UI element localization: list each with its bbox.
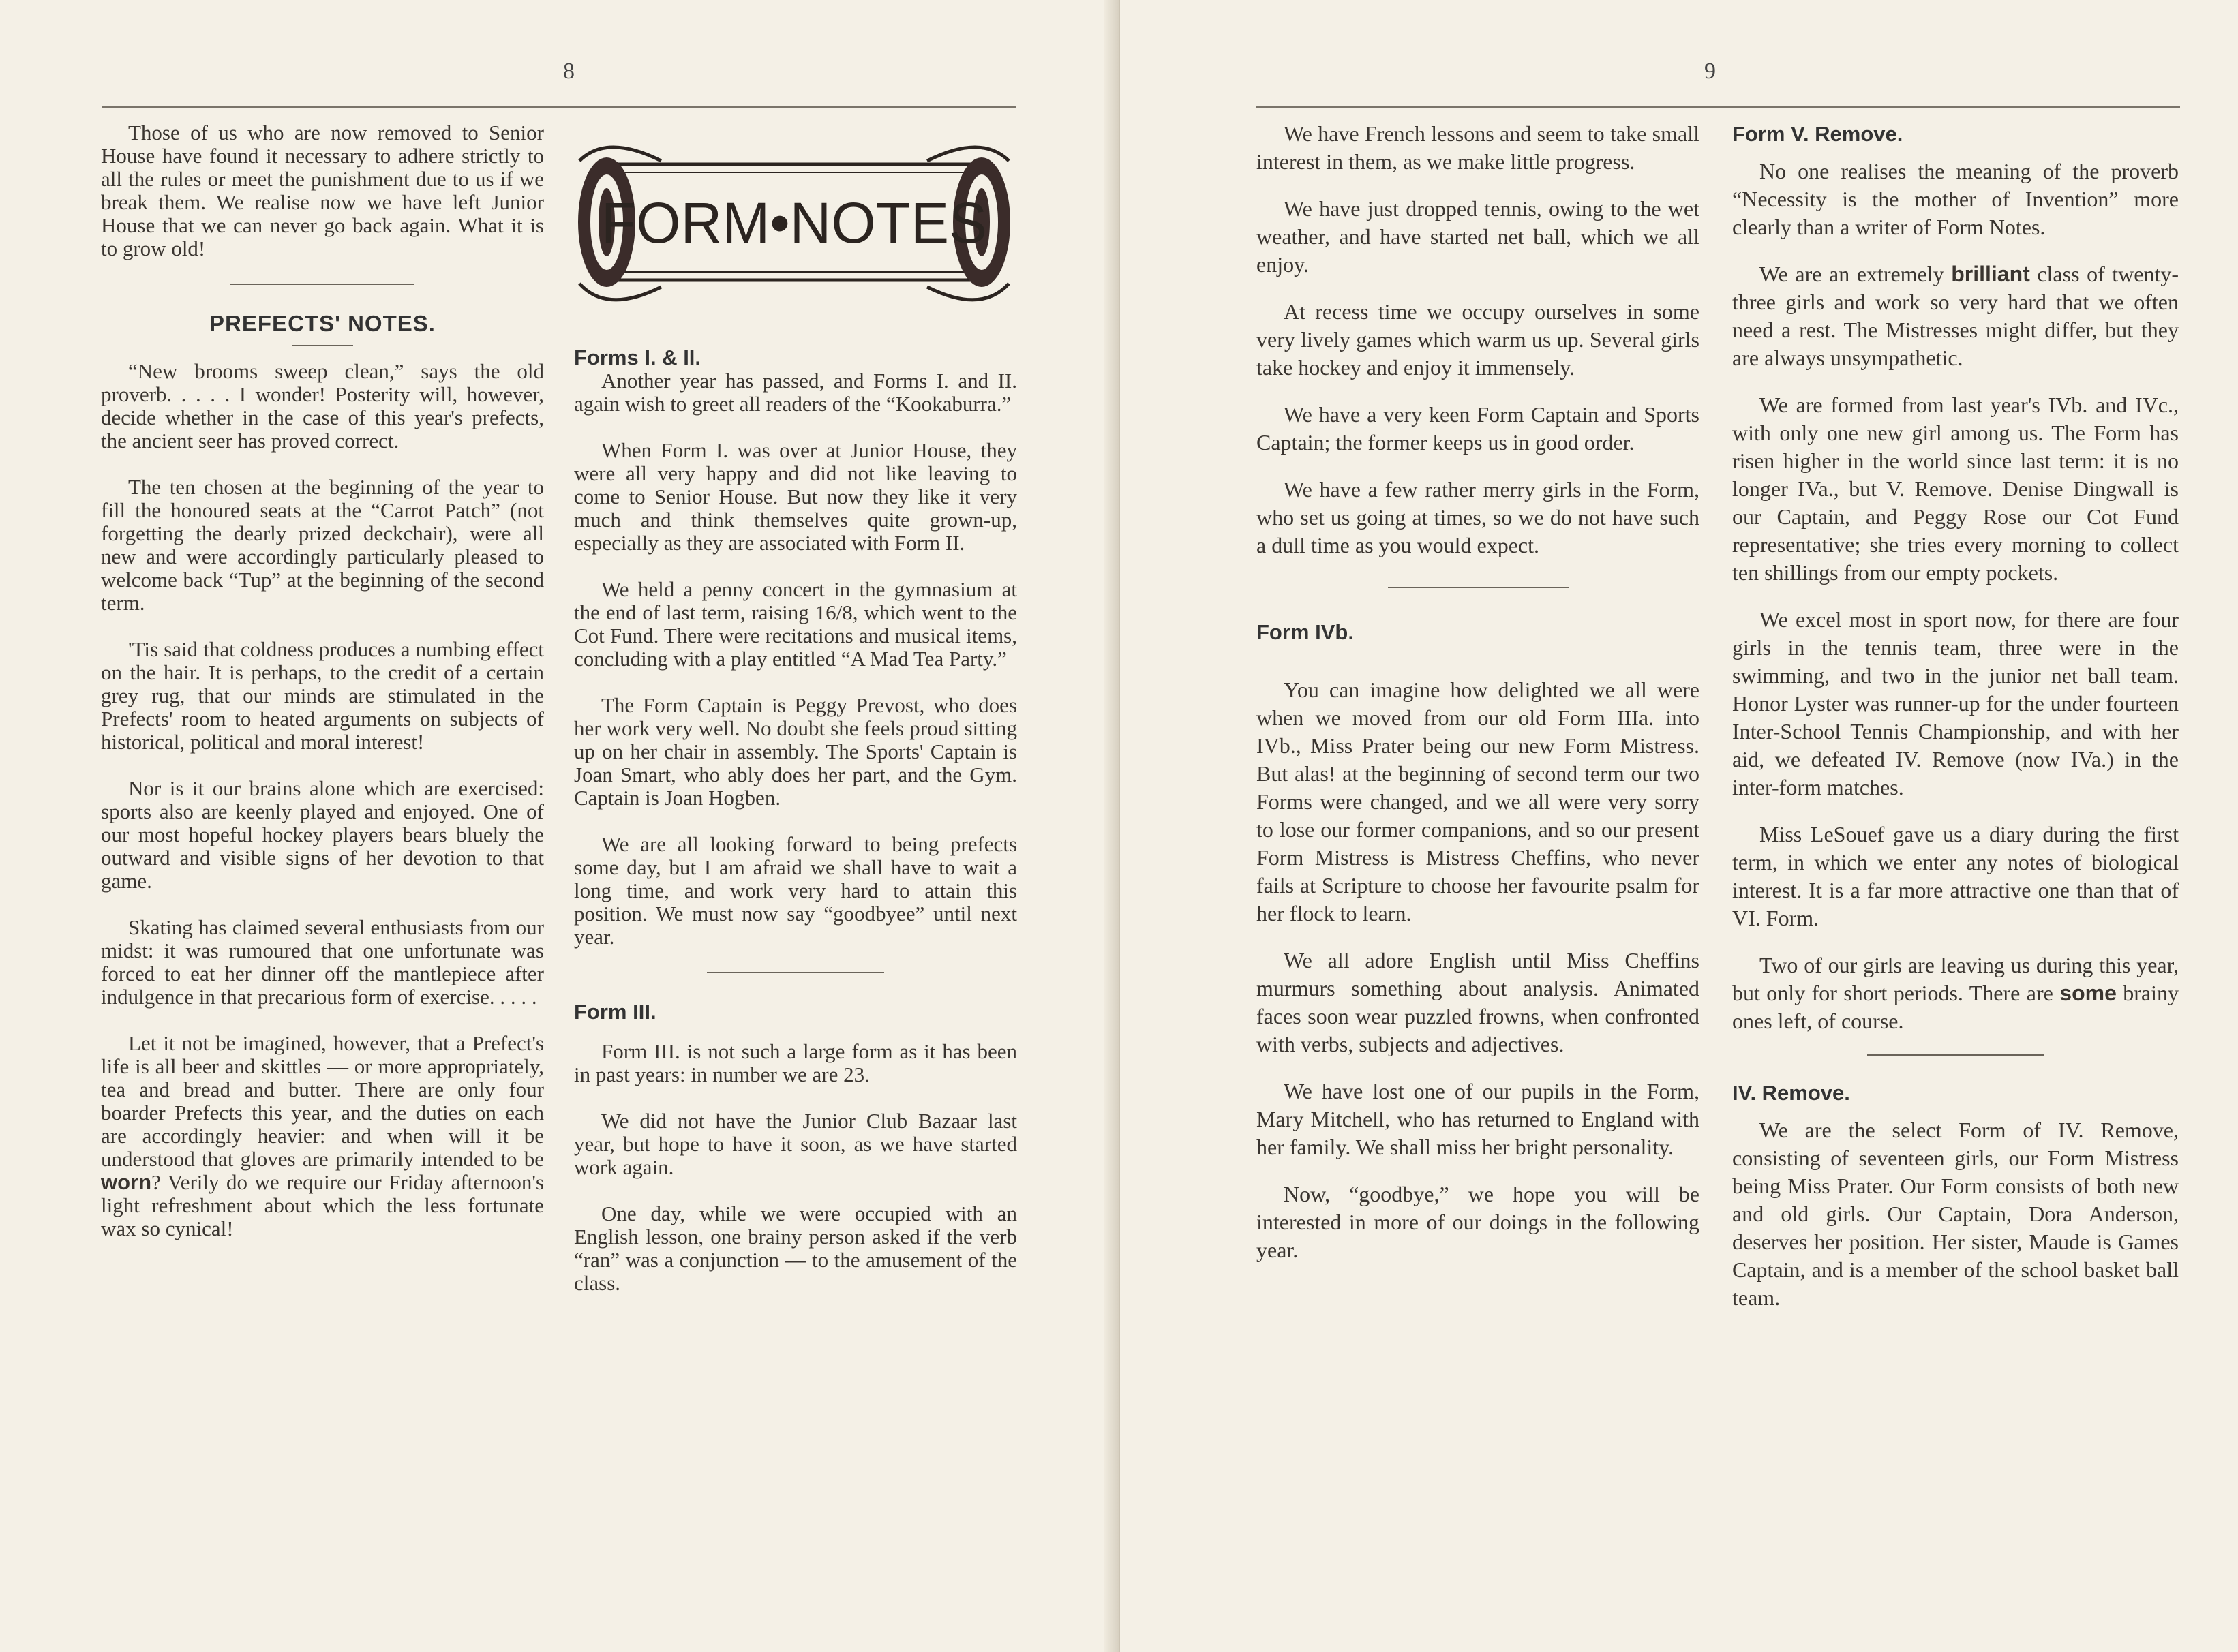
paragraph: Another year has passed, and Forms I. and II. again wish to greet all readers of the “Kookaburra.” [574,369,1017,416]
intro-paragraph: Those of us who are now removed to Senior House have found it necessary to adhere strictly to all the rules or meet the punishment due to us if we break them. We realise now we have left Junior House that we can never go back again. What it is to grow old! [101,121,544,260]
form-notes-banner [566,134,1023,318]
paragraph: You can imagine how delighted we all were when we moved from our old Form IIIa. into IVb., Miss Prater being our new Form Mistress. But alas! at the beginning of second term our two Forms were changed, and we all were very sorry to lose our former companions, and so our present Form Mistress is Mistress Cheffins, who never fails at Scripture to choose her favourite psalm for her flock to learn. [1256,677,1699,926]
paragraph: We all adore English until Miss Cheffins murmurs something about analysis. Animated faces soon wear puzzled frowns, when confronted with verbs, subjects and adjectives. [1256,948,1699,1056]
form-v-remove-heading: Form V. Remove. [1732,122,1903,146]
forms-1-2-heading: Forms I. & II. [574,346,701,369]
left-page [0,0,1118,1652]
paragraph: No one realises the meaning of the proverb “Necessity is the mother of Invention” more clearly than a writer of Form Notes. [1732,159,2179,239]
paragraph: We have just dropped tennis, owing to the wet weather, and have started net ball, which we all enjoy. [1256,196,1699,277]
paragraph: The Form Captain is Peggy Prevost, who does her work very well. No doubt she feels proud sitting up on her chair in assembly. The Sports' Captain is Joan Smart, who ably does her part, and the Gym. Captain is Joan Hogben. [574,693,1017,810]
paragraph: We are formed from last year's IVb. and IVc., with only one new girl among us. The Form has risen higher in the world since last term: it is no longer IVa., but V. Remove. Denise Dingwall is our Captain, and Peggy Rose our Cot Fund representative; she tries every morning to collect ten shillings from our empty pockets. [1732,393,2179,585]
paragraph: “New brooms sweep clean,” says the old proverb. . . . . I wonder! Posterity will, however, decide whether in the case of this year's prefects, the ancient seer has proved correct. [101,359,544,453]
paragraph: Two of our girls are leaving us during this year, but only for short periods. There are some brainy ones left, of course. [1732,953,2179,1033]
paragraph: We are an extremely brilliant class of twenty-three girls and work so very hard that we often need a rest. The Mistresses might differ, but they are always unsympathetic. [1732,262,2179,370]
paragraph: 'Tis said that coldness produces a numbing effect on the hair. It is perhaps, to the credit of a certain grey rug, that our minds are stimulated in the Prefects' room to heated arguments on subjects of historical, political and moral interest! [101,637,544,754]
paragraph: We are the select Form of IV. Remove, consisting of seventeen girls, our Form Mistress being Miss Prater. Our Form consists of both new and old girls. Our Captain, Dora Anderson, deserves her position. Her sister, Maude is Games Captain, and is a member of the school basket ball team. [1732,1118,2179,1310]
top-rule [102,106,1016,108]
iv-remove-heading: IV. Remove. [1732,1081,1850,1105]
banner-title: FORM•NOTES [601,191,988,255]
section-separator [707,972,884,973]
paragraph: Now, “goodbye,” we hope you will be interested in more of our doings in the following year. [1256,1182,1699,1262]
right-page [1120,0,2238,1652]
emphasis: some [2059,981,2117,1005]
emphasis: brilliant [1951,262,2030,286]
paragraph: We have a few rather merry girls in the Form, who set us going at times, so we do not have such a dull time as you would expect. [1256,477,1699,557]
right-column-1 [1256,120,1699,1283]
paragraph: Form III. is not such a large form as it has been in past years: in number we are 23. [574,1039,1017,1086]
paragraph: When Form I. was over at Junior House, they were all very happy and did not like leaving to come to Senior House. But now they like it very much and think themselves quite grown-up, especially as they are associated with Form II. [574,438,1017,555]
paragraph: One day, while we were occupied with an English lesson, one brainy person asked if the verb “ran” was a conjunction — to the amusement of the class. [574,1202,1017,1295]
paragraph: Skating has claimed several enthusiasts from our midst: it was rumoured that one unfortunate was forced to eat her dinner off the mantlepiece after indulgence in that precarious form of exercise. . . . . [101,915,544,1009]
section-separator [1388,587,1569,588]
paragraph: At recess time we occupy ourselves in some very lively games which warm us up. Several girls take hockey and enjoy it immensely. [1256,299,1699,380]
form-3-heading: Form III. [574,1000,656,1024]
left-column-1 [101,121,544,1264]
paragraph: We have French lessons and seem to take small interest in them, as we make little progress. [1256,121,1699,174]
top-rule [1256,106,2180,108]
paragraph: Let it not be imagined, however, that a Prefect's life is all beer and skittles — or more appropriately, tea and bread and butter. There are only four boarder Prefects this year, and the duties on each are accordingly heavier: and when will it be understood that gloves are primarily intended to be worn? Verily do we require our Friday afternoon's light refreshment about which the less fortunate wax so cynical! [101,1031,544,1240]
paragraph: Nor is it our brains alone which are exercised: sports also are keenly played and enjoyed. One of our most hopeful hockey players bears bluely the outward and visible signs of her devotion to that game. [101,776,544,893]
paragraph: We held a penny concert in the gymnasium at the end of last term, raising 16/8, which went to the Cot Fund. There were recitations and musical items, concluding with a play entitled “A Mad Tea Party.” [574,577,1017,671]
page-number: 9 [1704,59,1716,84]
paragraph: We excel most in sport now, for there are four girls in the tennis team, three were in the swimming, and two in the junior net ball team. Honor Lyster was runner-up for the under fourteen Inter-School Tennis Championship, and with her aid, we defeated IV. Remove (now IVa.) in the inter-form matches. [1732,607,2179,799]
section-separator [1867,1054,2044,1056]
paragraph: We are all looking forward to being prefects some day, but I am afraid we shall have to wait a long time, and work very hard to attain this position. We must now say “goodbyee” until next year. [574,832,1017,949]
heading-rule [292,345,353,346]
prefects-notes-heading: PREFECTS' NOTES. [209,311,436,336]
paragraph: We have a very keen Form Captain and Sports Captain; the former keeps us in good order. [1256,402,1699,455]
paragraph: Miss LeSouef gave us a diary during the first term, in which we enter any notes of biological interest. It is a far more attractive one than that of VI. Form. [1732,822,2179,930]
page-number: 8 [563,59,575,84]
paragraph: We did not have the Junior Club Bazaar last year, but hope to have it soon, as we have started work again. [574,1109,1017,1179]
section-separator [230,284,414,285]
form-ivb-heading: Form IVb. [1256,620,1354,644]
paragraph: We have lost one of our pupils in the Form, Mary Mitchell, who has returned to England with her family. We shall miss her bright personality. [1256,1079,1699,1159]
emphasis: worn [101,1170,152,1194]
paragraph: The ten chosen at the beginning of the year to fill the honoured seats at the “Carrot Patch” (not forgetting the dearly prized deckchair), were all new and were accordingly particularly pleased to welcome back “Tup” at the beginning of the second term. [101,475,544,615]
left-column-2 [574,346,1017,1318]
right-column-2 [1732,120,2179,1331]
